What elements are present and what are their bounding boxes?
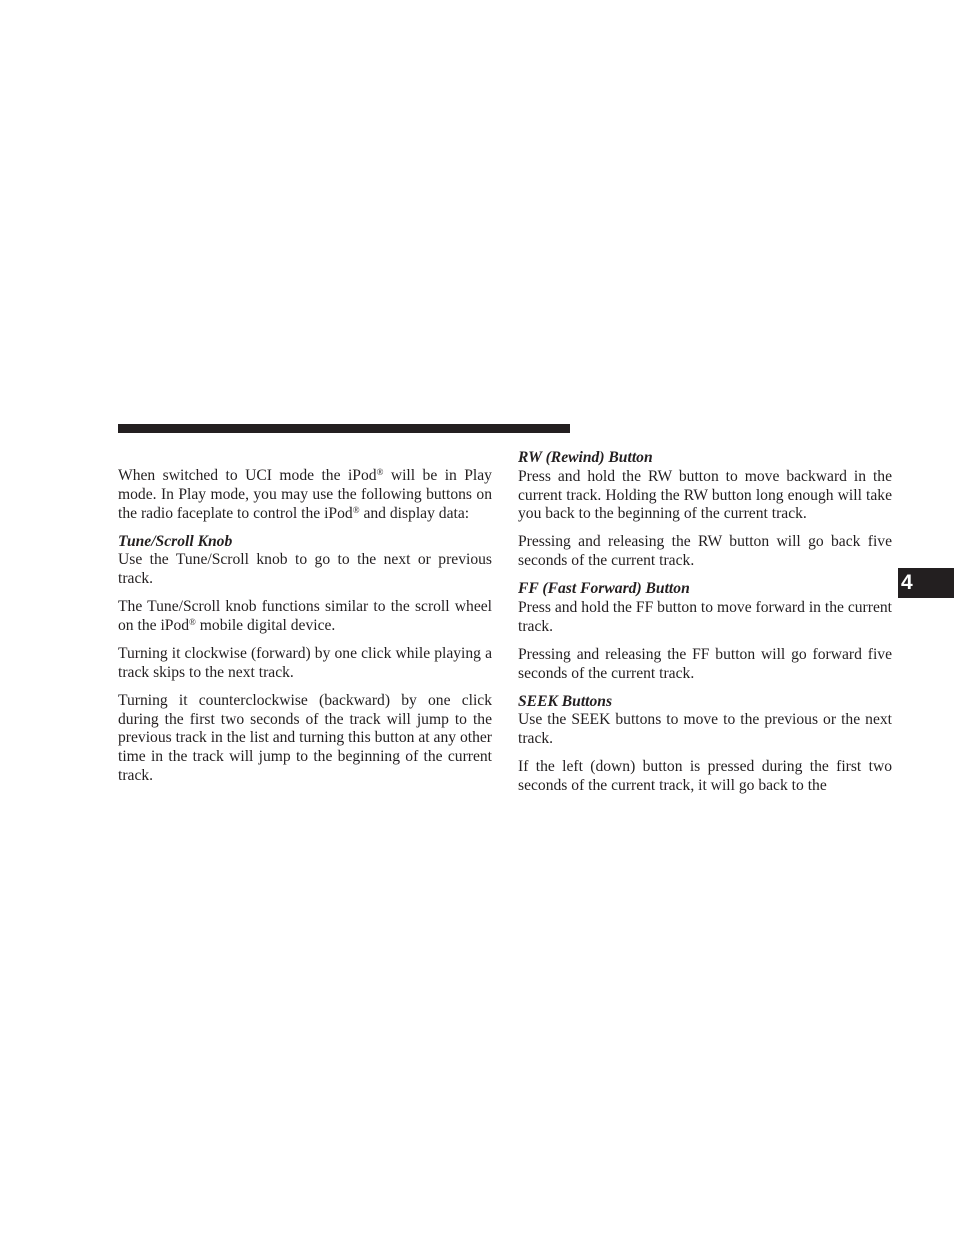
tune-scroll-paragraph-3: Turning it clockwise (forward) by one click while playing a track skips to the next track. <box>118 644 492 681</box>
registered-mark: ® <box>352 504 360 515</box>
rw-heading: RW (Rewind) Button <box>518 449 653 466</box>
ff-paragraph-1: Press and hold the FF button to move forward in the current track. <box>518 598 892 635</box>
registered-mark: ® <box>189 616 196 627</box>
tune-scroll-text-1: The Tune/Scroll knob functions similar to the scroll wheel on the iPod <box>118 598 492 634</box>
seek-heading: SEEK Buttons <box>518 692 613 710</box>
intro-text-1: When switched to UCI mode the iPod <box>118 467 377 484</box>
registered-mark: ® <box>376 467 384 477</box>
tune-scroll-paragraph-1: Use the Tune/Scroll knob to go to the next or previous track. <box>118 551 492 588</box>
ff-heading: FF (Fast Forward) Button <box>518 580 690 598</box>
seek-paragraph-2: If the left (down) button is pressed during the first two seconds of the current track, it will go back to the <box>518 758 892 794</box>
seek-paragraph-1: Use the SEEK buttons to move to the previous or the next track. <box>518 711 892 748</box>
intro-text-2: will be in Play mode. In Play mode, you may use the following buttons on the radio faceplate to control the iPod <box>118 467 492 522</box>
rw-paragraph-2: Pressing and releasing the RW button will go back five seconds of the current track. <box>518 533 892 570</box>
tune-scroll-paragraph-4: Turning it counterclockwise (backward) by one click during the first two seconds of the track will jump to the previous track in the list and turning this button at any other time in the track will jump to the beginning of the current track. <box>118 691 492 784</box>
left-column <box>118 467 492 795</box>
intro-text-3: and display data: <box>359 504 470 522</box>
right-column <box>518 449 892 805</box>
intro-paragraph <box>118 467 492 523</box>
tune-scroll-paragraph-2 <box>118 598 492 636</box>
tune-scroll-heading: Tune/Scroll Knob <box>118 532 233 550</box>
rw-paragraph-1: Press and hold the RW button to move backward in the current track. Holding the RW button long enough will take you back to the beginning of the current track. <box>518 467 892 523</box>
tune-scroll-text-2: mobile digital device. <box>195 616 336 634</box>
section-divider-rule <box>118 424 570 433</box>
ff-paragraph-2: Pressing and releasing the FF button will go forward five seconds of the current track. <box>518 645 892 682</box>
chapter-tab: 4 <box>898 568 954 598</box>
